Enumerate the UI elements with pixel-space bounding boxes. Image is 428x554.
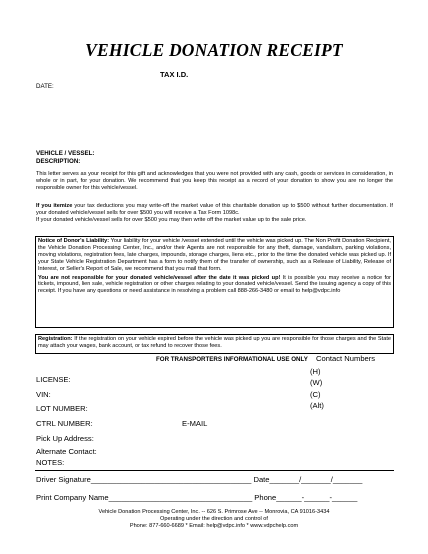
liability-notice-box	[35, 236, 394, 328]
alternate-contact-label: Alternate Contact:	[36, 447, 97, 456]
footer-address: Vehicle Donation Processing Center, Inc. -- 626 S. Primrose Ave -- Monrovia, CA 91016-3434	[98, 509, 330, 515]
transporters-heading: FOR TRANSPORTERS INFORMATIONAL USE ONLY	[156, 356, 308, 363]
email-label: E-MAIL	[182, 419, 208, 428]
print-company-line: Print Company Name__________________________________ Phone______-______-______	[36, 493, 358, 502]
registration-box	[35, 334, 394, 354]
notes-rule	[35, 470, 394, 471]
itemize-text: your tax deductions you may write-off the market value of this charitable donation up to $500 without further documentation. If your donated vehicle/vessel sells for over $500 you will receive a Tax Form 1098c.	[36, 203, 393, 216]
registration-text: If the registration on your vehicle expired before the vehicle was picked up you are responsible for those charges and the State may attach your wages, bank account, or tax refund to recover those fees.	[38, 336, 391, 349]
contact-work: (W)	[310, 378, 323, 387]
liability-paragraph	[36, 237, 393, 274]
date-label: DATE:	[36, 83, 54, 90]
pickup-address-label: Pick Up Address:	[36, 434, 94, 443]
registration-heading: Registration:	[38, 336, 73, 342]
driver-signature-line: Driver Signature______________________________________ Date_______/_______/_______	[36, 475, 363, 484]
registration-paragraph	[36, 335, 393, 351]
itemize-bold: If you itemize	[36, 203, 73, 209]
itemize-text-2: If your donated vehicle/vessel sells for over $500 you may then write off the market value up to the sale price.	[36, 216, 307, 223]
vin-label: VIN:	[36, 390, 51, 399]
contact-home: (H)	[310, 367, 321, 376]
liability-text: Your liability for your vehicle /vessel extended until the vehicle was picked up. The Non Profit Donation Recipient, the Vehicle Donation Processing Center, Inc., and/or their Agents are not responsible for any theft, damage, vandalism, parking violations, moving violations, registration fees, late charges, impounds, storage charges, liens etc., prior to the time the donated vehicle was picked up. If your State Vehicle Registration Department has a form to notify them of the transfer of ownership, such as a Release of Liability, Release of Interest, or Seller's Report of Sale, we recommend that you mail that form.	[38, 238, 391, 272]
ctrl-number-label: CTRL NUMBER:	[36, 419, 93, 428]
notes-label: NOTES:	[36, 458, 65, 467]
tax-id-label: TAX I.D.	[160, 70, 189, 79]
liability-paragraph-2	[36, 274, 393, 297]
liability-heading: Notice of Donor's Liability:	[38, 238, 110, 244]
footer-direction: Operating under the direction and control of	[160, 516, 268, 522]
contact-alt: (Alt)	[310, 401, 324, 410]
not-responsible-heading: You are not responsible for your donated vehicle/vessel after the date it was picked up!	[38, 274, 281, 281]
contact-numbers-heading: Contact Numbers	[316, 354, 376, 363]
lot-number-label: LOT NUMBER:	[36, 404, 88, 413]
license-label: LICENSE:	[36, 375, 71, 384]
not-responsible-text: It is possible you may receive a notice for tickets, impound, lien sale, vehicle registration or other charges relating to your donated vehicle/vessel. Send the issuing agency a copy of this receipt. If you have any questions or need assistance in resolving a problem call 888-266-3480 or email to help@vdpc.info	[38, 274, 391, 295]
contact-cell: (C)	[310, 390, 321, 399]
vehicle-label: VEHICLE / VESSEL:	[36, 150, 95, 157]
itemize-paragraph	[36, 203, 393, 224]
receipt-paragraph: This letter serves as your receipt for this gift and acknowledges that you were not provided with any cash, goods or services in consideration, in whole or in part, for your donation. We recommend that you keep this receipt as a record of your donation to show you are no longer the responsible owner for this vehicle/vessel.	[36, 171, 393, 191]
page-title: VEHICLE DONATION RECEIPT	[85, 40, 343, 60]
footer-contact: Phone: 877-660-6689 * Email: help@vdpc.info * www.vdpchelp.com	[129, 523, 299, 529]
description-label: DESCRIPTION:	[36, 158, 81, 165]
